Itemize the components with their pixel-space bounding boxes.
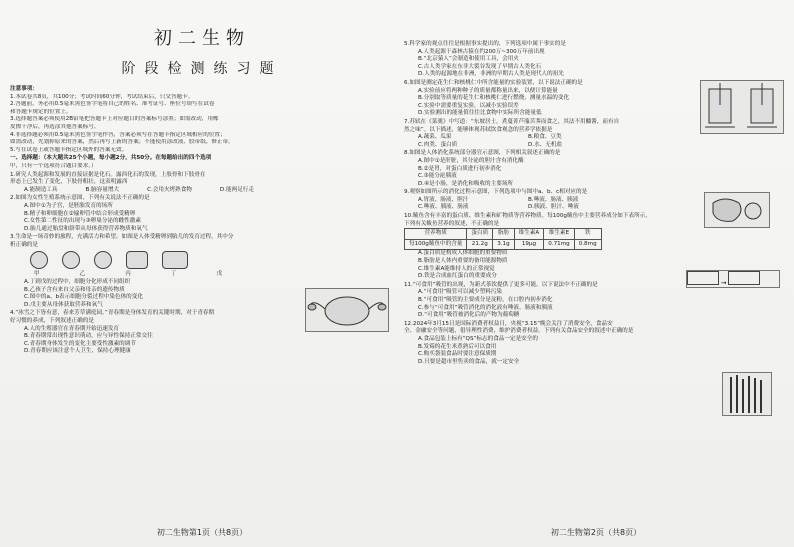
question-1: 1.研究人类起源和发展的直接证据是化石。露西化石的发现，上肢骨和下肢骨在 形态上已发生了变化，下肢骨粗壮，这表明露西 A.能制造工具 B.脑容量增大 C.会用火烤熟食物 D.能两足行走	[10, 171, 254, 193]
question-11: 11.“可食用”吸管的出现，为新式茶饮提供了更多可能。以下说法中不正确的是 A.“可食用”吸管可以减少塑料污染 B.“可食用”吸管的主要成分是淀粉，在口腔内初步消化 C.参与“可食用”吸管消化的消化液有唾液、肠液和胰液 D.“可食用”吸管被消化后的产物为葡萄糖	[404, 281, 598, 319]
table-cell: 21.2g	[467, 239, 493, 250]
stage-label: 戊	[216, 271, 223, 278]
table-cell: 19μg	[514, 239, 544, 250]
question-7: 7.苏轼在《菜羹》中写道：“东坡居士，煮蔓菁芦菔苦荠而食之，其法不用醯酱，而有自 然之味”。以下描述，能够体现苏轼饮食观念的营养学依据是 A.蔬菜、瓜果 B.粮食、豆类 C.肉类、蛋白质 D.水、无机盐	[404, 118, 620, 148]
calorimeter-figure	[700, 80, 784, 134]
digestive-organ-icon	[705, 193, 769, 227]
stage-label: 丙	[125, 271, 131, 278]
table-cell: 0.71mg	[544, 239, 574, 250]
table-header: 营养物质	[405, 229, 467, 240]
exam-title: 初二生物	[154, 28, 250, 49]
table-cell: 每100g鲅鱼中的含量	[405, 239, 467, 250]
table-cell: 0.8mg	[574, 239, 601, 250]
note-item: 5.写在试卷上或答题卡指定区域外的答案无效。	[10, 146, 128, 153]
question-4: 4.“冰雪之下皆有意，春来芳草满庭园。”青春期是身体发育的关键时期，对于青春期 好习惯的养成，下列叙述正确的是 A.人的生殖器官在青春期开始迅速发育 B.青春期常出现性意识萌动，应与异性保持正常交往 C.青春期身体发生的变化主要受性激素的调节 D.青春期应该注意个人卫生，保持心理健康	[10, 310, 215, 355]
right-column	[404, 0, 788, 547]
table-cell: 3.1g	[493, 239, 514, 250]
table-header: 维生素A	[514, 229, 544, 240]
zygote-icon	[30, 251, 48, 269]
note-item: 皮擦干净后，再选涂其他答案标号。	[10, 123, 100, 130]
four-cell-icon	[94, 251, 112, 269]
table-header: 蛋白质	[467, 229, 493, 240]
note-item: 4.非选择题必须用0.5毫米黑色签字笔作答，答案必须写在答题卡指定区域相应的位置；	[10, 131, 226, 138]
burning-seed-apparatus-icon	[701, 81, 783, 133]
reproductive-system-figure	[305, 288, 389, 332]
digestive-organs-figure	[704, 192, 770, 228]
stage-box	[687, 271, 719, 285]
table-row	[405, 239, 602, 250]
digestion-process-figure	[686, 270, 780, 288]
section-one-desc: 中，只有一个选项符合题目要求。）	[10, 162, 97, 169]
arrow-right-icon: →	[720, 279, 727, 287]
uterus-diagram-icon	[306, 289, 388, 331]
question-10: 10.鲅鱼含有丰富的蛋白质、维生素和矿物质等营养物质。每100g鲅鱼中主要营养成分如下表所示， 下列有关鲅鱼营养的叙述，不正确的是 营养物质 蛋白质 脂肪 维生素A 维生素E 铁 每100g鲅鱼中的含量 21.2g 3.1g 19μg 0.71mg 0.8mg A.蛋白质是构成人体细胞的重要物质 B.脂肪是人体内重要的备用能源物质 C.维生素A能维持人的正常视觉 D.铁是合成血红蛋白的重要成分	[404, 213, 651, 280]
embryo-icon	[126, 251, 148, 269]
section-one-title: 一、选择题：（本大题共25个小题，每小题2分，共50分。在每题给出的四个选项	[10, 155, 212, 162]
nutrition-table	[404, 228, 602, 250]
stage-label: 丁	[170, 271, 177, 278]
table-header: 维生素E	[544, 229, 574, 240]
note-item: 和答题卡规定的位置上。	[10, 108, 72, 115]
question-8: 8.如图是人体消化系统部分器官示意图，下列相关叙述正确的是 A.图中①是肝脏，其分泌的胆汁含有消化酶 B.②是胃，对蛋白质进行初步消化 C.③能分泌胰液 D.④是小肠，是消化和吸收的主要场所	[404, 150, 561, 187]
page-footer-left: 初二生物第1页（共8页）	[156, 528, 248, 538]
notes-list	[10, 94, 394, 155]
stage-label: 乙	[79, 271, 86, 278]
page-footer-right: 初二生物第2页（共8页）	[550, 528, 642, 538]
table-header: 铁	[574, 229, 601, 240]
fetus-icon	[162, 251, 188, 269]
two-cell-icon	[62, 251, 80, 269]
question-9: 9.观察如图所示的消化过程示意图，下列选项中与图中a、b、c相对应的是 A.胃液、肠液、胆汁 B.唾液、肠液、胰液 C.唾液、胰液、肠液 D.胰液、胆汁、唾液	[404, 189, 588, 211]
note-item: 1.本试卷共8页，共100分；考试时间60分钟，考试结束后，只交答题卡。	[10, 93, 194, 100]
question-2: 2.如图为女性生殖系统示意图，下列有关说法不正确的是 A.图中①为子宫，是胚胎发育的场所 B.精子和卵细胞在②输卵管中结合形成受精卵 C.女性第二性征的出现与③卵巢分泌的雌性激素 D.胎儿通过胎盘和脐带从母体获得营养物质和氧气	[10, 195, 150, 232]
question-12: 12.2024年3月15日是国际消费者权益日，央视“3.15”晚会关注了消费安全，食品安 全、金融安全等问题，倡导理性消费，维护消费者权益。下列有关食品安全的叙述中正确的是 A.食品包装上标有“QS”标志的食品一定是安全的 B.发霉的花生米煮熟后可以食用 C.购买袋装食品时要注意保质期 D.只要是超市里售卖的食品，就一定安全	[404, 320, 634, 365]
development-stages	[30, 251, 394, 269]
table-header-row	[405, 229, 602, 240]
note-item: 如需改动，先划掉原来的答案，然后再写上新的答案；不能使用涂改液、胶带纸、修正带。	[10, 139, 234, 146]
note-item: 2.答题前，务必用0.5毫米黑色签字笔将自己的姓名、准考证号、座位号填写在试卷	[10, 101, 215, 108]
straw-figure	[722, 372, 772, 416]
notes-title: 注意事项：	[10, 86, 38, 92]
exam-subtitle: 阶段检测练习题	[121, 61, 283, 77]
straw-bundle-icon	[723, 373, 771, 415]
left-column	[10, 0, 394, 547]
question-3: 3.生命是一场奇妙的旅程，充满活力和希望。如图是人体受精卵到胎儿的发育过程，其中分 析正确的是 甲 乙 丙 丁 戊 A.丁到戊的过程中，细胞分化形成不同组织 B.乙孩子含有来自父亲和母亲的遗传物质 C.图中的a、b表示细胞分裂过程中染色体的变化 D.戊主要从母体获取营养和氧气	[10, 234, 394, 309]
question-6: 6.如图是测定花生仁和核桃仁中所含能量的实验装置，以下说法正确的是 A.实验前应将两种种子的质量都称量出来，以便计算能量 B.分别取等质量的花生仁和核桃仁进行燃烧，测量水温的变化 C.实验中需要重复实验，以减小实验误差 D.实验测出的能量值往往比食物中实际所含能量低	[404, 79, 583, 117]
note-item: 3.选择题答案必须使用2B铅笔把答题卡上对应题目的答案标号涂黑；如需改动，用橡	[10, 116, 219, 123]
stage-label: 甲	[34, 271, 40, 278]
table-header: 脂肪	[493, 229, 514, 240]
stage-box	[728, 271, 760, 285]
question-5: 5.科学家的观点往往是根据事实提出的，下列选项中属于事实的是 A.人类起源于森林古猿在约200万~300万年前出现 B.“北京猿人”会制造和使用工具，会用火 C.古人类学家在东非大裂谷发现了早期古人类化石 D.人类的起源地在非洲，非洲的早期古人类是现代人的祖先	[404, 41, 566, 78]
